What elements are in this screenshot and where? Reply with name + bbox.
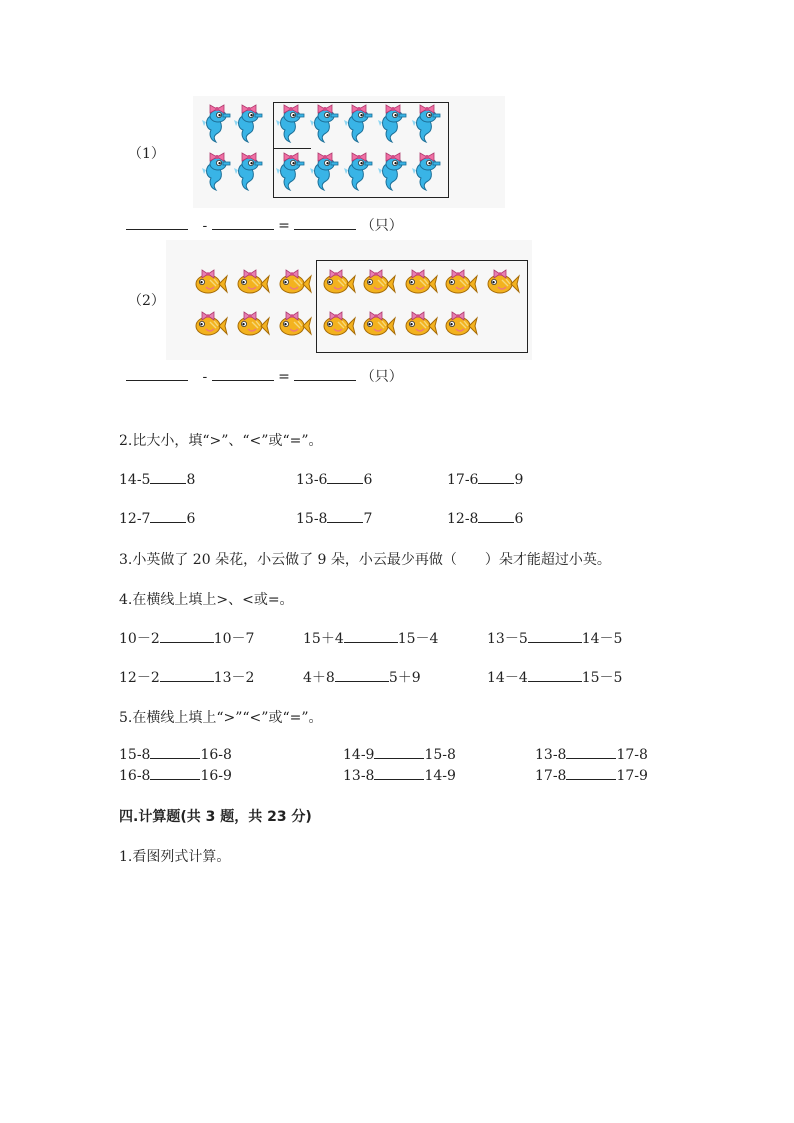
expr-right: 5＋9 xyxy=(388,670,421,686)
answer-blank[interactable] xyxy=(294,217,356,230)
answer-blank[interactable] xyxy=(212,368,274,381)
expr-right: 17-8 xyxy=(616,747,648,763)
answer-blank[interactable] xyxy=(150,510,186,523)
goldfish-icon xyxy=(320,266,356,298)
expr-right: 9 xyxy=(514,472,524,488)
unit-label: （只） xyxy=(360,369,403,385)
expr-left: 15-8 xyxy=(119,747,151,763)
seahorse-icon xyxy=(201,102,231,144)
q5-title: 5.在横线上填上“>”“<”或“=”。 xyxy=(119,710,323,726)
expr-left: 13-6 xyxy=(296,472,328,488)
expr-left: 17-8 xyxy=(535,768,567,784)
pic1-equation xyxy=(126,215,403,235)
compare-item xyxy=(119,510,195,527)
answer-blank[interactable] xyxy=(478,471,514,484)
seahorse-icon xyxy=(309,150,339,192)
compare-item xyxy=(303,667,421,687)
answer-blank[interactable] xyxy=(335,669,389,682)
answer-blank[interactable] xyxy=(160,630,214,643)
pic2-equation xyxy=(126,366,403,386)
expr-right: 15－5 xyxy=(581,670,623,686)
compare-item xyxy=(296,471,372,488)
compare-item xyxy=(343,767,456,784)
compare-item xyxy=(447,471,523,488)
expr-left: 14-9 xyxy=(343,747,375,763)
goldfish-icon xyxy=(402,308,438,340)
seahorse-icon xyxy=(411,102,441,144)
seahorse-icon xyxy=(233,102,263,144)
compare-item xyxy=(296,510,372,527)
answer-blank[interactable] xyxy=(566,767,616,780)
expr-left: 14-5 xyxy=(119,472,151,488)
seahorse-icon xyxy=(275,150,305,192)
expr-right: 17-9 xyxy=(616,768,648,784)
answer-blank[interactable] xyxy=(374,746,424,759)
pic1-group-frame-notch xyxy=(273,148,311,149)
pic2-image xyxy=(166,240,532,360)
expr-right: 14-9 xyxy=(424,768,456,784)
goldfish-icon xyxy=(234,266,270,298)
expr-right: 13－2 xyxy=(213,670,255,686)
seahorse-icon xyxy=(275,102,305,144)
goldfish-icon xyxy=(276,308,312,340)
equals-sign: = xyxy=(278,369,290,385)
calc1-title: 1.看图列式计算。 xyxy=(119,849,231,865)
expr-left: 10－2 xyxy=(119,631,160,647)
compare-item xyxy=(487,667,622,687)
goldfish-icon xyxy=(276,266,312,298)
goldfish-icon xyxy=(442,308,478,340)
compare-item xyxy=(119,628,254,648)
answer-blank[interactable] xyxy=(294,368,356,381)
answer-blank[interactable] xyxy=(566,746,616,759)
pic1-label: （1） xyxy=(128,146,165,162)
answer-blank[interactable] xyxy=(160,669,214,682)
answer-blank[interactable] xyxy=(327,471,363,484)
expr-right: 16-8 xyxy=(200,747,232,763)
expr-left: 12-7 xyxy=(119,511,151,527)
goldfish-icon xyxy=(360,308,396,340)
q2-title: 2.比大小，填“>”、“<”或“=”。 xyxy=(119,433,323,449)
expr-right: 15－4 xyxy=(397,631,439,647)
seahorse-icon xyxy=(377,150,407,192)
goldfish-icon xyxy=(320,308,356,340)
seahorse-icon xyxy=(377,102,407,144)
pic2-label: （2） xyxy=(128,293,165,309)
equals-sign: = xyxy=(278,218,290,234)
compare-item xyxy=(535,767,648,784)
answer-blank[interactable] xyxy=(150,746,200,759)
expr-left: 13－5 xyxy=(487,631,528,647)
expr-left: 16-8 xyxy=(119,768,151,784)
minus-sign: - xyxy=(202,218,208,234)
expr-left: 15-8 xyxy=(296,511,328,527)
seahorse-icon xyxy=(343,102,373,144)
expr-right: 6 xyxy=(186,511,196,527)
expr-right: 8 xyxy=(186,472,196,488)
expr-right: 15-8 xyxy=(424,747,456,763)
goldfish-icon xyxy=(360,266,396,298)
expr-left: 14－4 xyxy=(487,670,528,686)
compare-item xyxy=(343,746,456,763)
compare-item xyxy=(119,667,254,687)
seahorse-icon xyxy=(343,150,373,192)
compare-item xyxy=(447,510,523,527)
answer-blank[interactable] xyxy=(344,630,398,643)
expr-right: 10－7 xyxy=(213,631,255,647)
expr-right: 6 xyxy=(363,472,373,488)
answer-blank[interactable] xyxy=(150,471,186,484)
expr-left: 4＋8 xyxy=(303,670,335,686)
answer-blank[interactable] xyxy=(126,368,188,381)
q4-title: 4.在横线上填上>、<或=。 xyxy=(119,592,294,608)
expr-right: 7 xyxy=(363,511,373,527)
expr-left: 13-8 xyxy=(535,747,567,763)
expr-left: 12－2 xyxy=(119,670,160,686)
answer-blank[interactable] xyxy=(212,217,274,230)
expr-left: 17-6 xyxy=(447,472,479,488)
seahorse-icon xyxy=(201,150,231,192)
compare-item xyxy=(303,628,438,648)
answer-blank[interactable] xyxy=(374,767,424,780)
seahorse-icon xyxy=(411,150,441,192)
expr-right: 14－5 xyxy=(581,631,623,647)
expr-left: 15＋4 xyxy=(303,631,344,647)
goldfish-icon xyxy=(402,266,438,298)
expr-right: 16-9 xyxy=(200,768,232,784)
answer-blank[interactable] xyxy=(327,510,363,523)
compare-item xyxy=(487,628,622,648)
seahorse-icon xyxy=(309,102,339,144)
expr-right: 6 xyxy=(514,511,524,527)
goldfish-icon xyxy=(234,308,270,340)
expr-left: 13-8 xyxy=(343,768,375,784)
answer-blank[interactable] xyxy=(126,217,188,230)
minus-sign: - xyxy=(202,369,208,385)
goldfish-icon xyxy=(192,266,228,298)
q3-text: 3.小英做了 20 朵花，小云做了 9 朵，小云最少再做（ ）朵才能超过小英。 xyxy=(119,552,611,568)
goldfish-icon xyxy=(442,266,478,298)
goldfish-icon xyxy=(192,308,228,340)
answer-blank[interactable] xyxy=(528,630,582,643)
answer-blank[interactable] xyxy=(528,669,582,682)
answer-blank[interactable] xyxy=(478,510,514,523)
compare-item xyxy=(119,746,232,763)
pic1-image xyxy=(193,96,505,208)
compare-item xyxy=(119,767,232,784)
answer-blank[interactable] xyxy=(150,767,200,780)
seahorse-icon xyxy=(233,150,263,192)
compare-item xyxy=(535,746,648,763)
unit-label: （只） xyxy=(360,218,403,234)
expr-left: 12-8 xyxy=(447,511,479,527)
section4-title: 四.计算题(共 3 题，共 23 分) xyxy=(119,809,312,825)
compare-item xyxy=(119,471,195,488)
goldfish-icon xyxy=(484,266,520,298)
